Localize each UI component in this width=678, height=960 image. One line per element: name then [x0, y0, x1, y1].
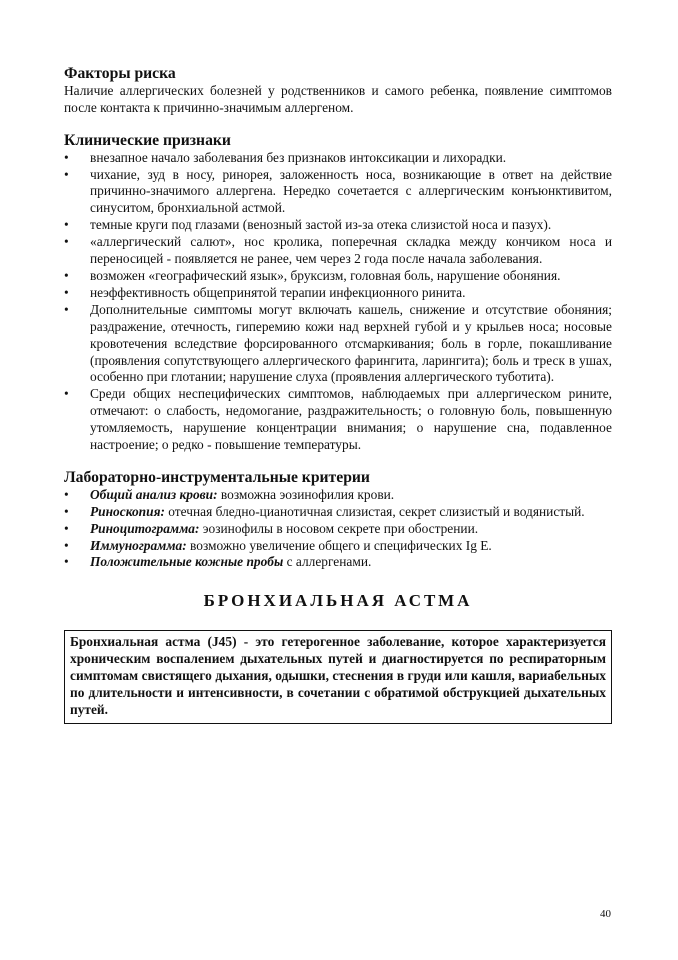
list-item-text: темные круги под глазами (венозный застой из-за отека слизистой носа и пазух).: [90, 217, 552, 233]
lab-description: с аллергенами.: [283, 554, 372, 570]
lab-term: Риноскопия:: [90, 503, 165, 519]
lab-term: Риноцитограмма:: [90, 520, 200, 536]
risk-factors-text: Наличие аллергических болезней у родственников и самого ребенка, появление симптомов после контакта к причинно-значимым аллергеном.: [64, 82, 612, 115]
list-item: [64, 521, 612, 538]
list-item-text: внезапное начало заболевания без признаков интоксикации и лихорадки.: [90, 149, 507, 165]
lab-description: отечная бледно-цианотичная слизистая, секрет слизистый и водянистый.: [164, 503, 585, 519]
bullet-icon: •: [64, 217, 69, 233]
bullet-icon: •: [64, 301, 69, 317]
list-item: [64, 150, 612, 167]
list-item-text: Дополнительные симптомы могут включать кашель, снижение и отсутствие обоняния; раздражение, отечность, гиперемию кожи над верхней губой и у крыльев носа; носовые кровотечения вследствие форсированного отсмаркивания; боль в горле, покашливание (проявления сопутствующего аллергического фарингита, ларингита); боль и треск в ушах, особенно при глотании; нарушение слуха (проявления аллергического туботита).: [90, 301, 612, 385]
list-item: [64, 167, 612, 218]
list-item: [64, 554, 612, 571]
asthma-definition-box: [64, 630, 612, 724]
list-item-text: «аллергический салют», нос кролика, поперечная складка между кончиком носа и переносицей - появляется не ранее, чем через 2 года после начала заболевания.: [90, 234, 612, 267]
page-number: 40: [600, 908, 611, 920]
list-item: [64, 234, 612, 268]
list-item: [64, 386, 612, 454]
list-item: [64, 487, 612, 504]
lab-criteria-heading: Лабораторно-инструментальные критерии: [64, 468, 370, 486]
clinical-signs-heading: Клинические признаки: [64, 131, 231, 149]
list-item-text: неэффективность общепринятой терапии инфекционного ринита.: [90, 284, 466, 300]
bullet-icon: •: [64, 284, 69, 300]
lab-term: Иммунограмма:: [90, 537, 187, 553]
bullet-icon: •: [64, 520, 69, 536]
clinical-signs-list: [64, 150, 612, 454]
bullet-icon: •: [64, 267, 69, 283]
list-item: [64, 217, 612, 234]
lab-criteria-list: [64, 487, 612, 572]
bullet-icon: •: [64, 486, 69, 502]
asthma-title: БРОНХИАЛЬНАЯ АСТМА: [203, 591, 473, 611]
bullet-icon: •: [64, 149, 69, 165]
list-item-text: возможен «географический язык», бруксизм, головная боль, нарушение обоняния.: [90, 267, 561, 283]
clinical-signs-section: [64, 133, 612, 454]
list-item: [64, 285, 612, 302]
list-item: [64, 538, 612, 555]
document-page: [64, 66, 612, 724]
lab-description: эозинофилы в носовом секрете при обострении.: [199, 520, 479, 536]
list-item-text: чихание, зуд в носу, ринорея, заложенность носа, возникающие в ответ на действие причинно-значимого аллергена. Нередко сочетается с аллергическим конъюнктивитом, синуситом, бронхиальной астмой.: [90, 166, 612, 216]
lab-term: Положительные кожные пробы: [90, 554, 284, 570]
lab-criteria-section: [64, 470, 612, 571]
list-item: [64, 302, 612, 387]
bullet-icon: •: [64, 234, 69, 250]
risk-factors-section: [64, 66, 612, 117]
list-item-text: Среди общих неспецифических симптомов, наблюдаемых при аллергическом рините, отмечают: о слабость, недомогание, раздражительность; о головную боль, повышенную утомляемость, нарушение концентрации внимания; о нарушение сна, подавленное настроение; о редко - повышение температуры.: [90, 386, 612, 453]
bullet-icon: •: [64, 166, 69, 182]
list-item: [64, 504, 612, 521]
lab-description: возможно увеличение общего и специфических Ig E.: [186, 537, 492, 553]
bullet-icon: •: [64, 537, 69, 553]
lab-term: Общий анализ крови:: [90, 486, 218, 502]
risk-factors-heading: Факторы риска: [64, 65, 176, 82]
asthma-definition-text: Бронхиальная астма (J45) - это гетерогенное заболевание, которое характеризуется хроническим воспалением дыхательных путей и диагностируется по респираторным симптомам свистящего дыхания, одышки, стеснения в груди или кашля, вариабельных по длительности и интенсивности, в сочетании с обратимой обструкцией дыхательных путей.: [70, 634, 606, 717]
lab-description: возможна эозинофилия крови.: [217, 486, 395, 502]
bullet-icon: •: [64, 554, 69, 570]
bullet-icon: •: [64, 386, 69, 402]
list-item: [64, 268, 612, 285]
bullet-icon: •: [64, 503, 69, 519]
